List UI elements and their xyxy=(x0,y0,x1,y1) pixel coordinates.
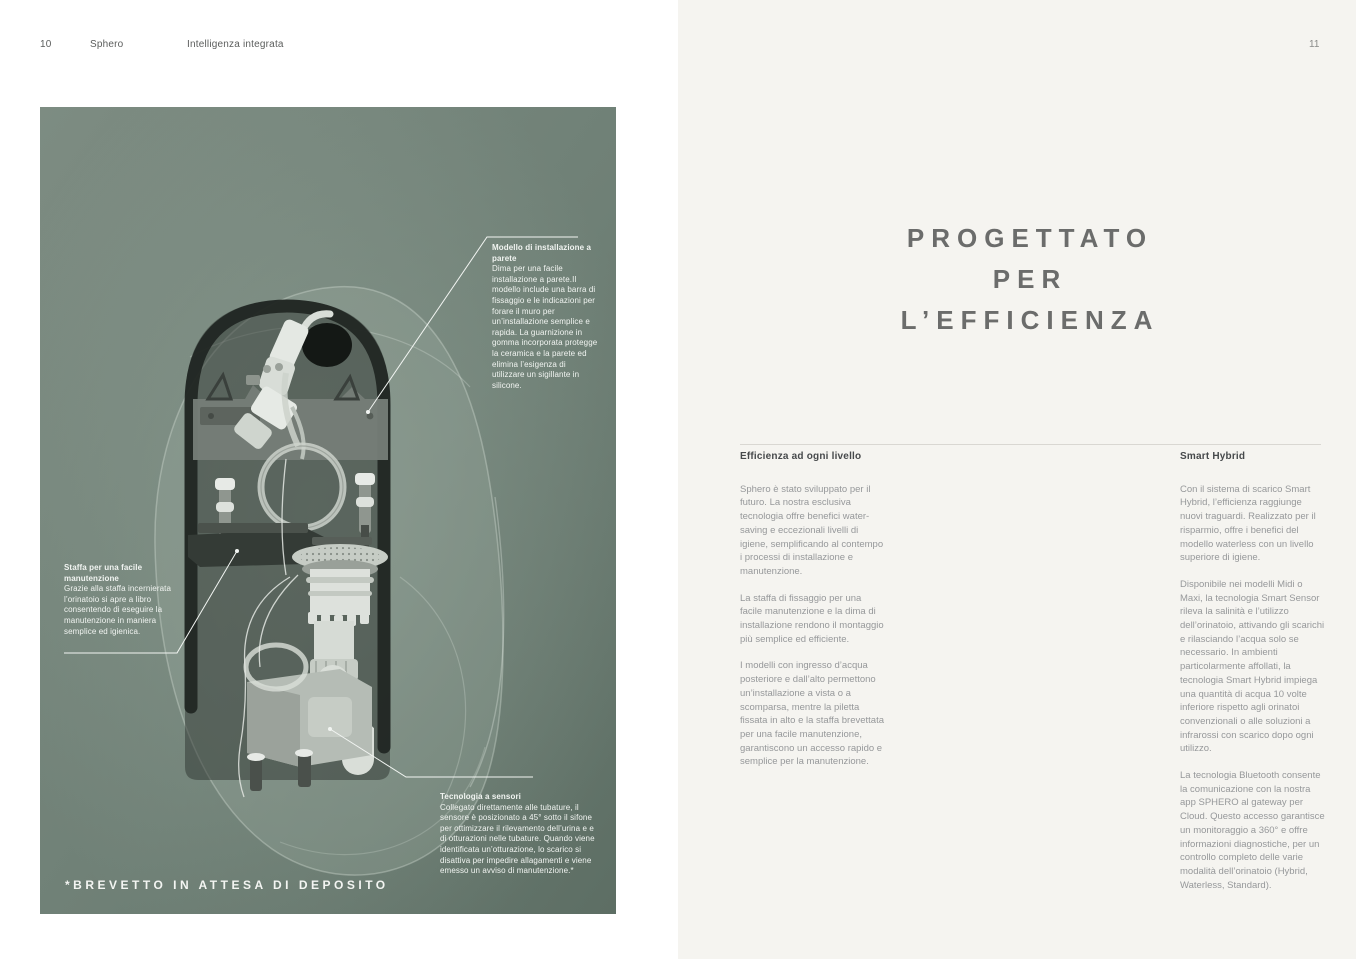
product-photo xyxy=(40,107,616,914)
column-heading: Efficienza ad ogni livello xyxy=(740,451,862,462)
page-right xyxy=(678,0,1356,959)
running-head-brand: Sphero xyxy=(90,39,124,50)
paragraph: I modelli con ingresso d’acqua posteriore e dall’alto permettono un’installazione a vista o a scomparsa, mentre la piletta fissata in alto e la staffa brevettata per una facile manutenzione, garantiscono un accesso rapido e semplice per la manutenzione. xyxy=(740,660,884,768)
column-smart-hybrid xyxy=(1180,450,1326,905)
annotation-body: Grazie alla staffa incernierata l’orinatoio si apre a libro consentendo di eseguire la manutenzione in maniera semplice ed igienica. xyxy=(64,584,172,636)
annotation-body: Dima per una facile installazione a parete.Il modello include una barra di fissaggio e le indicazioni per forare il muro per un’installazione semplice e rapida. La guarnizione in gomma incorporata protegge la ceramica e la parete ed elimina l’esigenza di utilizzare un sigillante in silicone. xyxy=(492,264,598,390)
page-title xyxy=(870,218,1190,341)
annotation-wall-installation xyxy=(492,243,598,391)
annotation-body: Collegato direttamente alle tubature, il sensore è posizionato a 45° sotto il sifone per ottimizzare il rilevamento dell’urina e e di otturazioni nelle tubature. Quando viene identificata un’otturazione, lo scarico si disattiva per impedire allagamenti e viene emesso un avviso di manutenzione.* xyxy=(440,802,595,876)
column-divider-rule xyxy=(740,444,1321,445)
patent-note: *BREVETTO IN ATTESA DI DEPOSITO xyxy=(65,878,389,892)
running-head-section: Intelligenza integrata xyxy=(187,39,284,50)
paragraph: La staffa di fissaggio per una facile manutenzione e la dima di installazione rendono il montaggio più semplice ed efficiente. xyxy=(740,592,884,645)
left-page-number: 10 xyxy=(40,39,52,50)
annotation-bracket xyxy=(64,563,176,637)
paragraph: Con il sistema di scarico Smart Hybrid, l’efficienza raggiunge nuovi traguardi. Realizzato per il risparmio, offre i benefici del modello waterless con un livello superiore di igiene. xyxy=(1180,483,1316,564)
page-title-line: L’EFFICIENZA xyxy=(900,305,1160,335)
paragraph: Sphero è stato sviluppato per il futuro. La nostra esclusiva tecnologia offre benefici water-saving e eccezionali livelli di igiene, semplificando al contempo i processi di installazione e manutenzione. xyxy=(740,483,884,577)
page-title-line: PROGETTATO xyxy=(906,223,1154,253)
paragraph: La tecnologia Bluetooth consente la comunicazione con la nostra app SPHERO al gateway per Cloud. Questo accesso garantisce un monitoraggio a 360° e offre informazioni diagnostiche, per un controllo completo delle varie modalità dell’orinatoio (Hybrid, Waterless, Standard). xyxy=(1180,770,1325,891)
annotation-title: Modello di installazione a parete xyxy=(492,243,592,263)
column-efficiency xyxy=(740,450,886,782)
column-heading: Smart Hybrid xyxy=(1180,451,1246,462)
annotation-title: Staffa per una facile manutenzione xyxy=(64,563,143,583)
annotation-sensor xyxy=(440,792,598,877)
page-title-line: PER xyxy=(992,264,1068,294)
paragraph: Disponibile nei modelli Midi o Maxi, la tecnologia Smart Sensor rileva la salinità e l’utilizzo dell’orinatoio, attivando gli scarichi e rilasciando l’acqua solo se necessario. In ambienti particolarmente affollati, la tecnologia Smart Hybrid impiega una quantità di acqua 10 volte inferiore rispetto agli orinatoi convenzionali o alle soluzioni a infrarossi con scarico dopo ogni utilizzo. xyxy=(1180,578,1325,755)
right-page-number: 11 xyxy=(1309,39,1320,50)
annotation-title: Tecnologia a sensori xyxy=(440,792,521,801)
